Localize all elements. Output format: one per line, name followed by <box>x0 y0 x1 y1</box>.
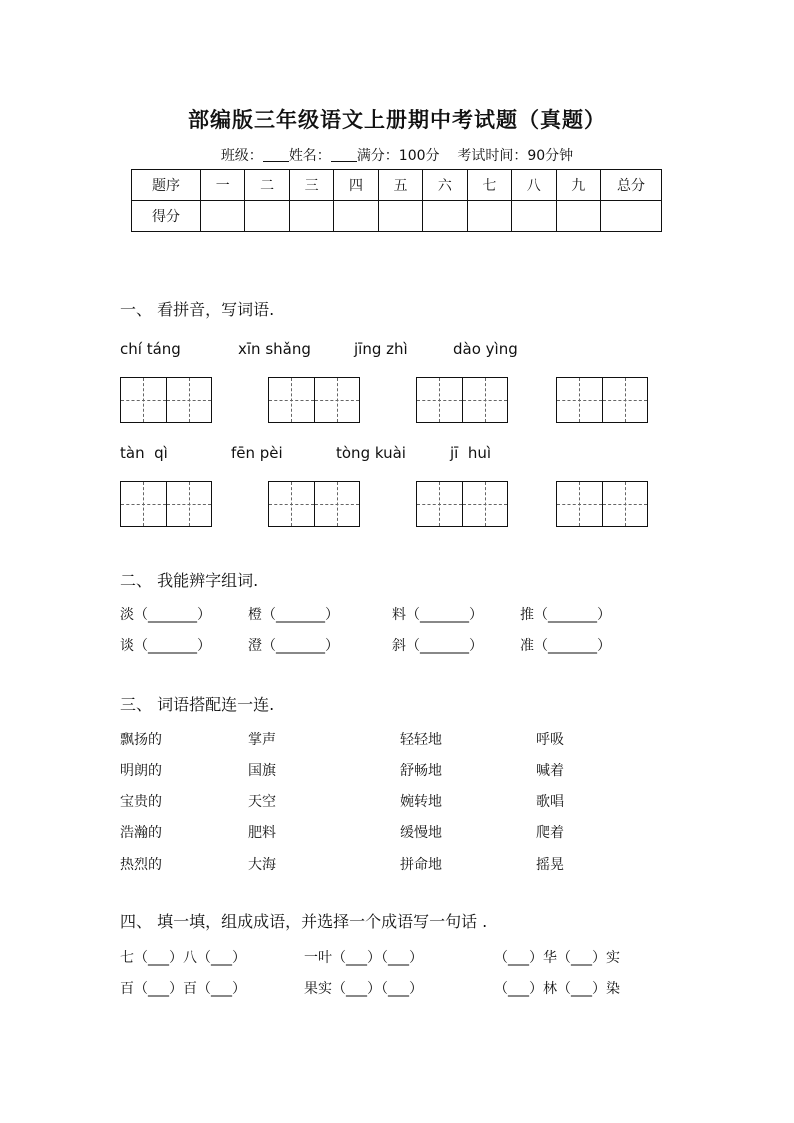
writing-grid[interactable] <box>120 481 212 527</box>
table-cell-header: 一 <box>201 170 245 201</box>
table-cell-header: 三 <box>289 170 333 201</box>
pinyin-label: xīn shǎng <box>238 340 311 358</box>
class-blank[interactable] <box>263 147 289 162</box>
score-cell[interactable] <box>601 201 662 232</box>
match-word[interactable]: 摇晃 <box>536 857 564 873</box>
word-blank-item[interactable]: 准（_______） <box>520 638 611 654</box>
word-blank-item[interactable]: 澄（_______） <box>248 638 339 654</box>
match-word[interactable]: 大海 <box>248 857 276 873</box>
score-cell[interactable] <box>512 201 556 232</box>
score-cell[interactable] <box>556 201 601 232</box>
pinyin-label: jī huì <box>450 444 492 462</box>
table-cell-header: 七 <box>467 170 511 201</box>
match-word[interactable]: 肥料 <box>248 825 276 841</box>
table-cell-header: 六 <box>423 170 467 201</box>
pinyin-label: tàn qì <box>120 444 168 462</box>
pinyin-label: jīng zhì <box>354 340 408 358</box>
table-cell-row-label: 得分 <box>132 201 201 232</box>
writing-grid[interactable] <box>416 481 508 527</box>
word-blank-item[interactable]: 淡（_______） <box>120 607 211 623</box>
match-word[interactable]: 国旗 <box>248 763 276 779</box>
page-title: 部编版三年级语文上册期中考试题（真题） <box>188 107 606 132</box>
match-word[interactable]: 拼命地 <box>400 857 442 873</box>
writing-grid[interactable] <box>556 377 648 423</box>
exam-info <box>0 145 794 165</box>
table-cell-header: 八 <box>512 170 556 201</box>
section-3-title: 三、 词语搭配连一连. <box>120 695 275 714</box>
match-word[interactable]: 浩瀚的 <box>120 825 162 841</box>
table-cell-header: 题序 <box>132 170 201 201</box>
idiom-blank-item[interactable]: 百（___）百（___） <box>120 981 246 997</box>
score-cell[interactable] <box>423 201 467 232</box>
table-cell-header: 九 <box>556 170 601 201</box>
writing-grid[interactable] <box>268 481 360 527</box>
score-cell[interactable] <box>378 201 422 232</box>
table-cell-header: 总分 <box>601 170 662 201</box>
pinyin-label: chí táng <box>120 340 181 358</box>
word-blank-item[interactable]: 推（_______） <box>520 607 611 623</box>
match-word[interactable]: 舒畅地 <box>400 763 442 779</box>
writing-grid[interactable] <box>416 377 508 423</box>
idiom-blank-item[interactable]: （___）林（___）染 <box>494 981 620 997</box>
writing-grid[interactable] <box>556 481 648 527</box>
match-word[interactable]: 呼吸 <box>536 732 564 748</box>
idiom-blank-item[interactable]: 果实（___）（___） <box>304 981 423 997</box>
name-blank[interactable] <box>331 147 357 162</box>
score-cell[interactable] <box>289 201 333 232</box>
score-cell[interactable] <box>245 201 289 232</box>
score-cell[interactable] <box>334 201 378 232</box>
match-word[interactable]: 飘扬的 <box>120 732 162 748</box>
writing-grid[interactable] <box>268 377 360 423</box>
match-word[interactable]: 掌声 <box>248 732 276 748</box>
section-2-title: 二、 我能辨字组词. <box>120 571 259 590</box>
score-table <box>131 169 662 232</box>
table-cell-header: 五 <box>378 170 422 201</box>
match-word[interactable]: 天空 <box>248 794 276 810</box>
match-word[interactable]: 婉转地 <box>400 794 442 810</box>
score-cell[interactable] <box>467 201 511 232</box>
match-word[interactable]: 爬着 <box>536 825 564 841</box>
match-word[interactable]: 明朗的 <box>120 763 162 779</box>
class-label: 班级： <box>220 148 263 164</box>
match-word[interactable]: 喊着 <box>536 763 564 779</box>
score-table-score-row <box>132 201 662 232</box>
word-blank-item[interactable]: 斜（_______） <box>392 638 483 654</box>
idiom-blank-item[interactable]: 一叶（___）（___） <box>304 950 423 966</box>
full-score: 满分：100分 <box>356 148 440 164</box>
exam-time: 考试时间：90分钟 <box>457 148 574 164</box>
idiom-blank-item[interactable]: 七（___）八（___） <box>120 950 246 966</box>
word-blank-item[interactable]: 谈（_______） <box>120 638 211 654</box>
section-4-title: 四、 填一填，组成成语，并选择一个成语写一句话 . <box>120 912 488 931</box>
idiom-blank-item[interactable]: （___）华（___）实 <box>494 950 620 966</box>
table-cell-header: 二 <box>245 170 289 201</box>
pinyin-label: tòng kuài <box>336 444 406 462</box>
match-word[interactable]: 轻轻地 <box>400 732 442 748</box>
table-cell-header: 四 <box>334 170 378 201</box>
section-1-title: 一、 看拼音，写词语. <box>120 300 275 319</box>
pinyin-label: dào yìng <box>453 340 518 358</box>
writing-grid[interactable] <box>120 377 212 423</box>
word-blank-item[interactable]: 料（_______） <box>392 607 483 623</box>
score-cell[interactable] <box>201 201 245 232</box>
score-table-header-row <box>132 170 662 201</box>
name-label: 姓名： <box>288 148 331 164</box>
match-word[interactable]: 宝贵的 <box>120 794 162 810</box>
pinyin-label: fēn pèi <box>231 444 283 462</box>
word-blank-item[interactable]: 橙（_______） <box>248 607 339 623</box>
match-word[interactable]: 热烈的 <box>120 857 162 873</box>
match-word[interactable]: 歌唱 <box>536 794 564 810</box>
match-word[interactable]: 缓慢地 <box>400 825 442 841</box>
